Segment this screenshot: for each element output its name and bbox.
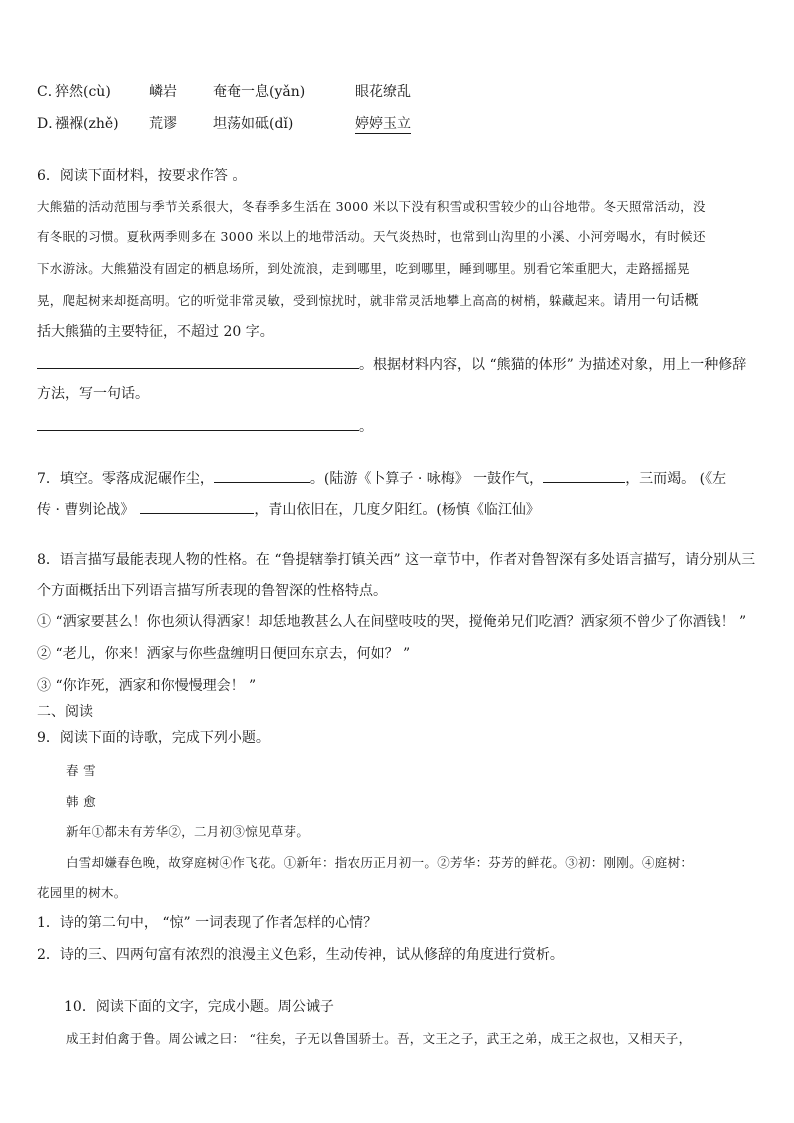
q10-heading: 10．阅读下面的文字，完成小题。周公诫子 (64, 999, 334, 1015)
q7-text-4: 传 · 曹刿论战》 (37, 502, 135, 518)
q7-text-1: 7．填空。零落成泥碾作尘， (37, 471, 214, 487)
q6-paragraph-line-1: 大熊猫的活动范围与季节关系很大，冬春季多生活在 3000 米以下没有积雪或积雪较少的山谷地带。冬天照常活动，没 (37, 199, 706, 214)
option-d-label: D． (37, 116, 63, 132)
q6-answer-blank-1[interactable] (37, 354, 359, 369)
q8-line-2: 个方面概括出下列语言描写所表现的鲁智深的性格特点。 (37, 583, 387, 599)
q6-paragraph-line-3: 下水游泳。大熊猫没有固定的栖息场所，到处流浪，走到哪里，吃到哪里，睡到哪里。别看它笨重肥大，走路摇摇晃 (37, 261, 690, 276)
q9-subquestion-2: 2．诗的三、四两句富有浓烈的浪漫主义色彩，生动传神，试从修辞的角度进行赏析。 (37, 947, 564, 963)
q6-answer-line-2 (37, 416, 373, 436)
q6-instruction-3: 方法，写一句话。 (37, 386, 149, 402)
poem-author: 韩 愈 (66, 794, 96, 809)
q6-paragraph-line-2: 有冬眠的习惯。夏秋两季则多在 3000 米以上的地带活动。天气炎热时，也常到山沟里的小溪、小河旁喝水，有时候还 (37, 229, 706, 244)
q9-heading: 9．阅读下面的诗歌，完成下列小题。 (37, 730, 270, 746)
option-d-word-4: 婷婷玉立 (355, 116, 411, 132)
q7-line-1 (37, 468, 726, 488)
q7-blank-1[interactable] (214, 468, 310, 483)
q7-text-5: ，青山依旧在，几度夕阳红。(杨慎《临江仙》 (254, 502, 540, 518)
section-heading: 二、阅读 (37, 704, 93, 720)
q6-instruction-2: 。根据材料内容，以 “熊猫的体形” 为描述对象，用上一种修辞 (359, 357, 747, 373)
q8-item-3: ③ “你诈死，洒家和你慢慢理会！ ” (37, 678, 257, 694)
q6-instruction: 括大熊猫的主要特征，不超过 20 字。 (37, 324, 274, 340)
poem-title: 春 雪 (66, 763, 96, 778)
poem-notes-end: 花园里的树木。 (37, 885, 127, 900)
q6-paragraph-line-4 (37, 292, 699, 310)
q6-instruction-start: 请用一句话概 (613, 293, 699, 309)
q7-line-2 (37, 499, 540, 519)
option-d-word-3: 坦荡如砥(dǐ) (213, 116, 294, 132)
poem-line-2: 白雪却嫌春色晚，故穿庭树④作飞花。①新年：指农历正月初一。②芳华：芬芳的鲜花。③初：刚刚。④庭树： (66, 855, 694, 870)
q7-blank-3[interactable] (140, 499, 254, 514)
q7-text-2: 。(陆游《卜算子 · 咏梅》 一鼓作气， (309, 471, 544, 487)
q6-end-mark: 。 (359, 419, 373, 435)
option-c-word-3: 奄奄一息(yǎn) (213, 84, 306, 100)
q8-item-2: ② “老儿，你来！洒家与你些盘缠明日便回东京去，何如？ ” (37, 646, 411, 662)
q9-subquestion-1: 1．诗的第二句中， “惊” 一词表现了作者怎样的心情？ (37, 915, 378, 931)
q10-text-line-1: 成王封伯禽于鲁。周公诫之曰： “往矣，子无以鲁国骄士。吾，文王之子，武王之弟，成王之叔也，又相天子， (66, 1031, 692, 1046)
q6-heading: 6．阅读下面材料，按要求作答 。 (37, 168, 247, 184)
q6-answer-line-1 (37, 354, 746, 374)
q6-answer-blank-2[interactable] (37, 416, 359, 431)
option-c-word-4: 眼花缭乱 (355, 84, 411, 100)
q8-line-1: 8．语言描写最能表现人物的性格。在 “鲁提辖拳打镇关西” 这一章节中，作者对鲁智深有多处语言描写，请分别从三 (37, 552, 756, 568)
q8-item-1: ① “洒家要甚么！你也须认得洒家！却恁地教甚么人在间壁吱吱的哭，搅俺弟兄们吃酒？洒家须不曾少了你酒钱！ ” (37, 614, 747, 630)
option-c-word-2: 嶙岩 (149, 84, 177, 100)
q7-blank-2[interactable] (543, 468, 625, 483)
poem-line-1: 新年①都未有芳华②，二月初③惊见草芽。 (66, 824, 310, 839)
q7-text-3: ，三而竭。 (《左 (625, 471, 727, 487)
option-d-word-2: 荒谬 (149, 116, 177, 132)
q6-paragraph-line-4-text: 晃，爬起树来却挺高明。它的听觉非常灵敏，受到惊扰时，就非常灵活地攀上高高的树梢，躲藏起来。 (37, 293, 614, 308)
option-c-label: C． (37, 84, 62, 100)
option-c-word-1: 猝然(cù) (55, 84, 111, 100)
option-d-word-1: 襁褓(zhě) (55, 116, 119, 132)
